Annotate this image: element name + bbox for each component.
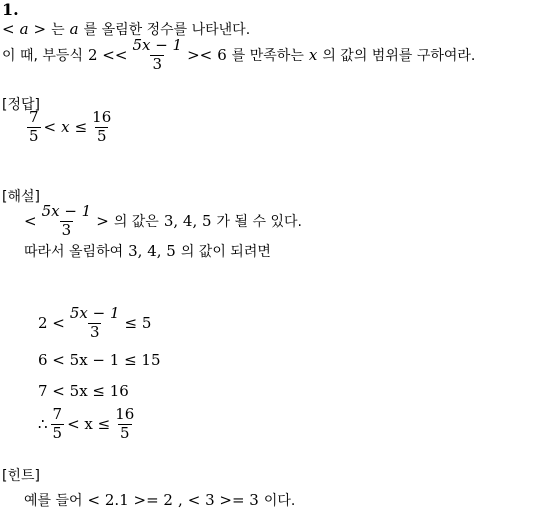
answer-fraction-1-denominator: 5 <box>29 126 39 145</box>
gt-symbol: > <box>33 20 47 38</box>
ineq-lhs: 2 << <box>87 46 128 65</box>
explanation-text-2: 가 될 수 있다. <box>216 214 302 231</box>
ineq-rhs: >< <box>187 46 213 65</box>
therefore-symbol: ∴ <box>38 415 48 434</box>
problem-line-2 <box>2 38 475 73</box>
step-4-fraction-1-numerator: 7 <box>52 405 63 423</box>
problem-text-3: 이 때, 부등식 <box>2 48 83 65</box>
hint-example-1: < 2.1 >= 2 <box>87 491 173 509</box>
ineq-rhs-value: 6 <box>217 46 227 65</box>
hint-line <box>24 490 295 510</box>
step-4-fraction-2 <box>113 407 136 442</box>
step-1-fraction-numerator: 5x − 1 <box>69 304 120 322</box>
explanation-line-1 <box>24 204 302 239</box>
explanation-text-3: 따라서 올림하여 <box>24 244 124 260</box>
problem-text-2: 를 올림한 정수를 나타낸다. <box>83 22 251 38</box>
solution-step-1 <box>38 306 151 341</box>
explanation-lt: < <box>24 212 37 231</box>
hint-text-1: 예를 들어 <box>24 493 83 509</box>
answer-fraction-1-numerator: 7 <box>29 108 39 126</box>
problem-line-1 <box>2 19 250 39</box>
lt-symbol: < <box>2 20 15 38</box>
step-1-rhs: ≤ 5 <box>124 314 152 333</box>
var-x: x <box>308 46 318 65</box>
explanation-text-1: 의 값은 <box>113 214 159 231</box>
step-3-text: 7 < 5x ≤ 16 <box>38 382 129 400</box>
explanation-fraction-numerator: 5x − 1 <box>41 202 92 220</box>
explanation-label <box>2 186 40 206</box>
answer-fraction-2 <box>90 110 113 145</box>
hint-example-2: < 3 >= 3 <box>187 491 259 509</box>
fraction <box>130 38 184 73</box>
hint-comma: , <box>177 491 183 509</box>
var-a-2: a <box>69 20 79 38</box>
answer-expression <box>24 110 116 145</box>
problem-text-4: 를 만족하는 <box>231 48 304 65</box>
explanation-fraction-denominator: 3 <box>61 220 72 239</box>
explanation-values-1: 3, 4, 5 <box>163 212 212 231</box>
answer-le: ≤ <box>74 118 88 137</box>
explanation-label-text: [해설] <box>2 189 40 205</box>
answer-fraction-1 <box>27 110 41 145</box>
var-a: a <box>19 20 29 38</box>
hint-text-2: 이다. <box>263 493 296 509</box>
explanation-values-2: 3, 4, 5 <box>128 242 176 260</box>
step-1-fraction <box>68 306 122 341</box>
answer-lt: < <box>43 118 57 137</box>
step-2-text: 6 < 5x − 1 ≤ 15 <box>38 351 161 369</box>
fraction-numerator: 5x − 1 <box>132 36 183 54</box>
step-4-fraction-2-numerator: 16 <box>115 405 135 423</box>
explanation-fraction <box>40 204 94 239</box>
explanation-line-2 <box>24 241 271 261</box>
explanation-gt: > <box>96 212 109 231</box>
step-1-lhs: 2 < <box>38 314 65 333</box>
answer-fraction-2-denominator: 5 <box>96 126 107 145</box>
step-1-fraction-denominator: 3 <box>89 322 100 341</box>
problem-text-1: 는 <box>51 22 65 38</box>
answer-var-x: x <box>61 118 70 137</box>
problem-text-5: 의 값의 범위를 구하여라. <box>322 48 476 65</box>
problem-number <box>2 0 19 19</box>
answer-label-text: [정답] <box>2 97 40 113</box>
problem-number-text: 1. <box>2 0 19 19</box>
hint-label <box>2 465 40 485</box>
step-4-middle: < x ≤ <box>67 415 111 434</box>
step-4-fraction-1-denominator: 5 <box>52 423 63 442</box>
answer-fraction-2-numerator: 16 <box>92 108 112 126</box>
hint-label-text: [힌트] <box>2 468 40 484</box>
step-4-fraction-2-denominator: 5 <box>120 423 130 442</box>
solution-step-4 <box>38 407 139 442</box>
step-4-fraction-1 <box>51 407 65 442</box>
solution-step-2 <box>38 351 161 369</box>
fraction-denominator: 3 <box>152 54 163 73</box>
explanation-text-4: 의 값이 되려면 <box>180 244 271 260</box>
solution-step-3 <box>38 382 129 400</box>
